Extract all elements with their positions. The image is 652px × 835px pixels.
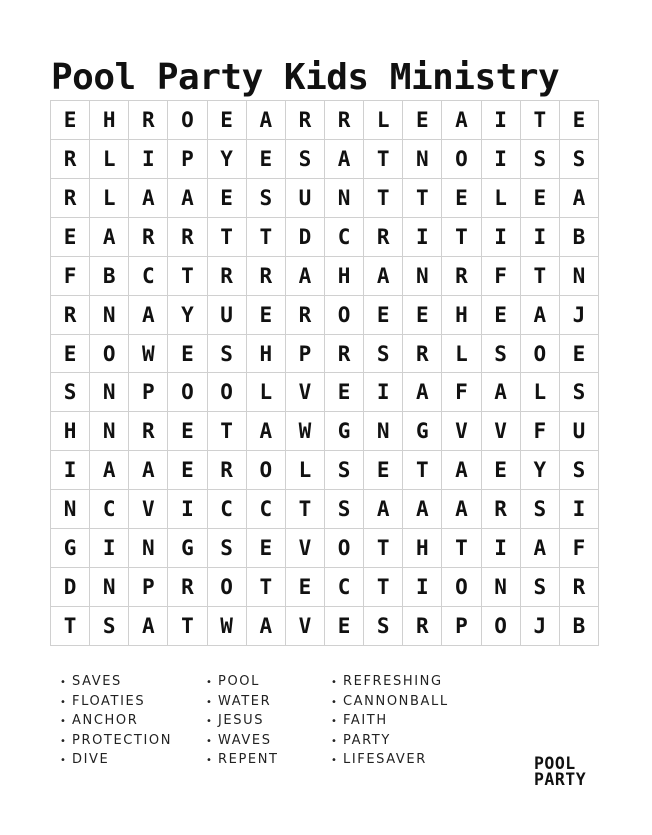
grid-cell: A — [442, 101, 481, 140]
grid-cell: W — [286, 412, 325, 451]
grid-cell: H — [325, 257, 364, 296]
grid-cell: N — [403, 257, 442, 296]
grid-cell: O — [208, 568, 247, 607]
grid-cell: I — [521, 218, 560, 257]
grid-cell: A — [560, 179, 599, 218]
grid-cell: L — [521, 373, 560, 412]
grid-cell: R — [442, 257, 481, 296]
grid-cell: A — [168, 179, 207, 218]
grid-cell: T — [403, 451, 442, 490]
grid-cell: T — [364, 529, 403, 568]
grid-cell: R — [286, 101, 325, 140]
grid-cell: Y — [521, 451, 560, 490]
grid-cell: R — [129, 101, 168, 140]
grid-cell: V — [442, 412, 481, 451]
grid-cell: F — [560, 529, 599, 568]
logo-line-2: PARTY — [534, 770, 587, 789]
grid-cell: A — [364, 257, 403, 296]
grid-cell: U — [208, 296, 247, 335]
grid-cell: F — [51, 257, 90, 296]
grid-cell: Y — [208, 140, 247, 179]
grid-cell: E — [364, 451, 403, 490]
grid-cell: P — [129, 373, 168, 412]
grid-cell: A — [129, 607, 168, 646]
grid-cell: O — [442, 140, 481, 179]
grid-cell: V — [286, 373, 325, 412]
grid-cell: S — [521, 568, 560, 607]
grid-cell: S — [364, 335, 403, 374]
grid-cell: T — [364, 179, 403, 218]
grid-cell: A — [482, 373, 521, 412]
grid-cell: D — [286, 218, 325, 257]
grid-cell: E — [51, 218, 90, 257]
word-list-item: • WATER — [206, 692, 279, 712]
grid-cell: T — [286, 490, 325, 529]
grid-cell: E — [325, 373, 364, 412]
grid-cell: R — [364, 218, 403, 257]
grid-cell: S — [208, 335, 247, 374]
word-list-item: • FAITH — [331, 711, 449, 731]
grid-cell: I — [482, 140, 521, 179]
grid-cell: L — [90, 140, 129, 179]
grid-cell: L — [247, 373, 286, 412]
grid-cell: S — [364, 607, 403, 646]
grid-cell: I — [168, 490, 207, 529]
grid-cell: I — [403, 568, 442, 607]
grid-cell: T — [247, 568, 286, 607]
grid-cell: R — [129, 218, 168, 257]
grid-cell: E — [325, 607, 364, 646]
grid-cell: N — [90, 373, 129, 412]
grid-cell: P — [129, 568, 168, 607]
grid-cell: A — [521, 529, 560, 568]
grid-cell: T — [521, 101, 560, 140]
grid-cell: H — [442, 296, 481, 335]
grid-cell: E — [442, 179, 481, 218]
grid-cell: S — [560, 451, 599, 490]
grid-cell: E — [247, 529, 286, 568]
grid-cell: E — [482, 296, 521, 335]
grid-cell: E — [482, 451, 521, 490]
word-list-item: • ANCHOR — [60, 711, 172, 731]
grid-cell: A — [247, 607, 286, 646]
word-list-column-2 — [206, 672, 279, 770]
word-list-column-1 — [60, 672, 172, 770]
grid-cell: R — [325, 335, 364, 374]
grid-cell: R — [168, 218, 207, 257]
grid-cell: E — [247, 140, 286, 179]
grid-cell: L — [90, 179, 129, 218]
word-list-item: • WAVES — [206, 731, 279, 751]
grid-cell: E — [247, 296, 286, 335]
grid-cell: E — [403, 296, 442, 335]
grid-cell: S — [286, 140, 325, 179]
grid-cell: S — [325, 451, 364, 490]
grid-cell: E — [521, 179, 560, 218]
grid-cell: R — [208, 257, 247, 296]
grid-cell: T — [442, 218, 481, 257]
grid-cell: E — [168, 335, 207, 374]
page-title: Pool Party Kids Ministry — [51, 57, 560, 99]
grid-cell: I — [560, 490, 599, 529]
grid-cell: T — [247, 218, 286, 257]
grid-cell: O — [325, 529, 364, 568]
grid-cell: R — [51, 296, 90, 335]
grid-cell: N — [129, 529, 168, 568]
grid-cell: E — [560, 101, 599, 140]
grid-cell: E — [560, 335, 599, 374]
grid-cell: W — [129, 335, 168, 374]
grid-cell: N — [560, 257, 599, 296]
grid-cell: C — [325, 218, 364, 257]
grid-cell: C — [129, 257, 168, 296]
grid-cell: C — [208, 490, 247, 529]
grid-cell: A — [403, 373, 442, 412]
grid-cell: R — [286, 296, 325, 335]
word-list-item: • REFRESHING — [331, 672, 449, 692]
grid-cell: O — [442, 568, 481, 607]
grid-cell: L — [442, 335, 481, 374]
grid-cell: R — [168, 568, 207, 607]
grid-cell: O — [247, 451, 286, 490]
grid-cell: E — [51, 335, 90, 374]
grid-cell: J — [560, 296, 599, 335]
word-list-item: • DIVE — [60, 750, 172, 770]
grid-cell: G — [403, 412, 442, 451]
grid-cell: L — [482, 179, 521, 218]
grid-cell: E — [208, 101, 247, 140]
grid-cell: N — [90, 412, 129, 451]
grid-cell: A — [403, 490, 442, 529]
word-list-item: • PROTECTION — [60, 731, 172, 751]
grid-cell: R — [51, 140, 90, 179]
grid-cell: S — [482, 335, 521, 374]
grid-cell: S — [247, 179, 286, 218]
grid-cell: I — [482, 529, 521, 568]
grid-cell: I — [403, 218, 442, 257]
grid-cell: I — [51, 451, 90, 490]
word-list-item: • JESUS — [206, 711, 279, 731]
grid-cell: E — [168, 451, 207, 490]
grid-cell: T — [208, 218, 247, 257]
word-list-item: • PARTY — [331, 731, 449, 751]
grid-cell: I — [364, 373, 403, 412]
grid-cell: H — [247, 335, 286, 374]
grid-cell: O — [482, 607, 521, 646]
grid-cell: E — [208, 179, 247, 218]
grid-cell: N — [403, 140, 442, 179]
grid-cell: I — [129, 140, 168, 179]
grid-cell: C — [247, 490, 286, 529]
grid-cell: A — [442, 451, 481, 490]
grid-cell: G — [168, 529, 207, 568]
grid-cell: S — [51, 373, 90, 412]
grid-cell: R — [325, 101, 364, 140]
grid-cell: B — [560, 218, 599, 257]
grid-cell: T — [168, 257, 207, 296]
grid-cell: W — [208, 607, 247, 646]
grid-cell: O — [325, 296, 364, 335]
grid-cell: S — [521, 140, 560, 179]
grid-cell: C — [90, 490, 129, 529]
grid-cell: E — [168, 412, 207, 451]
grid-cell: R — [482, 490, 521, 529]
grid-cell: F — [442, 373, 481, 412]
grid-cell: N — [325, 179, 364, 218]
grid-cell: S — [560, 373, 599, 412]
grid-cell: V — [482, 412, 521, 451]
grid-cell: S — [325, 490, 364, 529]
grid-cell: D — [51, 568, 90, 607]
grid-cell: A — [325, 140, 364, 179]
word-list-item: • REPENT — [206, 750, 279, 770]
grid-cell: F — [482, 257, 521, 296]
grid-cell: T — [403, 179, 442, 218]
grid-cell: T — [364, 568, 403, 607]
grid-cell: V — [286, 529, 325, 568]
grid-cell: N — [90, 568, 129, 607]
logo-line-1: POOL — [534, 754, 576, 773]
grid-cell: H — [90, 101, 129, 140]
grid-cell: R — [247, 257, 286, 296]
word-list-item: • LIFESAVER — [331, 750, 449, 770]
grid-cell: A — [442, 490, 481, 529]
grid-cell: A — [286, 257, 325, 296]
grid-cell: V — [286, 607, 325, 646]
grid-cell: S — [90, 607, 129, 646]
grid-cell: S — [521, 490, 560, 529]
grid-cell: R — [560, 568, 599, 607]
grid-cell: A — [364, 490, 403, 529]
grid-cell: T — [208, 412, 247, 451]
grid-cell: B — [560, 607, 599, 646]
grid-cell: O — [521, 335, 560, 374]
grid-cell: J — [521, 607, 560, 646]
grid-cell: V — [129, 490, 168, 529]
word-list-item: • FLOATIES — [60, 692, 172, 712]
word-list-item: • SAVES — [60, 672, 172, 692]
word-list-item: • POOL — [206, 672, 279, 692]
grid-cell: B — [90, 257, 129, 296]
grid-cell: G — [325, 412, 364, 451]
grid-cell: Y — [168, 296, 207, 335]
grid-cell: E — [286, 568, 325, 607]
grid-cell: O — [168, 101, 207, 140]
grid-cell: R — [129, 412, 168, 451]
grid-cell: H — [403, 529, 442, 568]
grid-cell: A — [521, 296, 560, 335]
grid-cell: L — [364, 101, 403, 140]
grid-cell: R — [403, 607, 442, 646]
grid-cell: O — [168, 373, 207, 412]
grid-cell: I — [482, 218, 521, 257]
grid-cell: T — [521, 257, 560, 296]
grid-cell: N — [482, 568, 521, 607]
grid-cell: C — [325, 568, 364, 607]
grid-cell: F — [521, 412, 560, 451]
grid-cell: I — [90, 529, 129, 568]
grid-cell: E — [364, 296, 403, 335]
grid-cell: S — [560, 140, 599, 179]
grid-cell: R — [51, 179, 90, 218]
grid-cell: N — [51, 490, 90, 529]
grid-cell: E — [403, 101, 442, 140]
grid-cell: A — [90, 218, 129, 257]
grid-cell: L — [286, 451, 325, 490]
grid-cell: A — [247, 412, 286, 451]
grid-cell: P — [286, 335, 325, 374]
grid-cell: T — [168, 607, 207, 646]
grid-cell: P — [442, 607, 481, 646]
grid-cell: A — [129, 296, 168, 335]
pool-party-logo — [534, 756, 586, 788]
grid-cell: O — [208, 373, 247, 412]
word-list-column-3 — [331, 672, 449, 770]
grid-cell: T — [51, 607, 90, 646]
grid-cell: S — [208, 529, 247, 568]
grid-cell: N — [90, 296, 129, 335]
grid-cell: A — [129, 179, 168, 218]
grid-cell: O — [90, 335, 129, 374]
grid-cell: I — [482, 101, 521, 140]
grid-cell: R — [403, 335, 442, 374]
word-search-grid — [50, 100, 599, 646]
grid-cell: E — [51, 101, 90, 140]
grid-cell: R — [208, 451, 247, 490]
grid-cell: P — [168, 140, 207, 179]
grid-cell: G — [51, 529, 90, 568]
grid-cell: T — [364, 140, 403, 179]
grid-cell: A — [90, 451, 129, 490]
grid-cell: T — [442, 529, 481, 568]
word-list-item: • CANNONBALL — [331, 692, 449, 712]
grid-cell: A — [129, 451, 168, 490]
grid-cell: A — [247, 101, 286, 140]
grid-cell: U — [560, 412, 599, 451]
grid-cell: N — [364, 412, 403, 451]
grid-cell: H — [51, 412, 90, 451]
grid-cell: U — [286, 179, 325, 218]
